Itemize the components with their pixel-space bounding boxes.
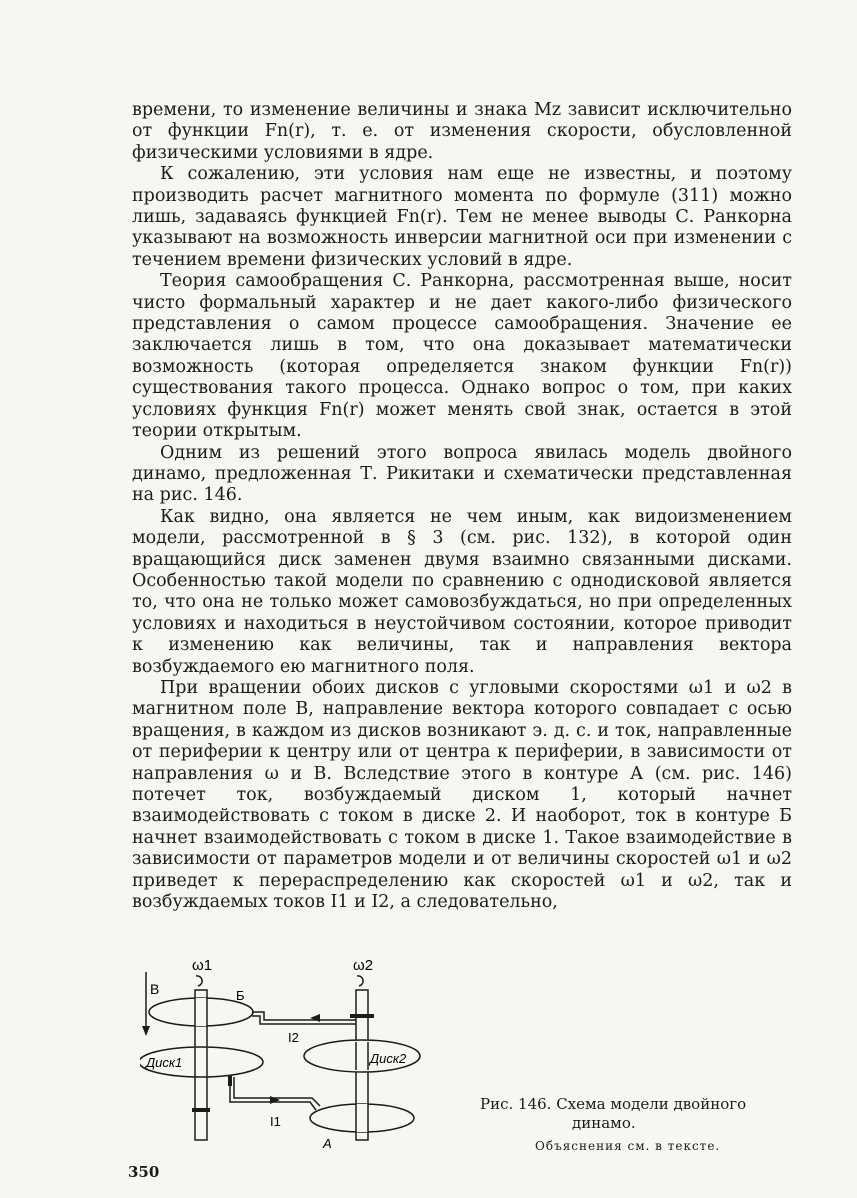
disk2-label: Диск2 [370, 1051, 407, 1066]
caption-title-cont: динамо. [572, 1114, 636, 1132]
current1-arrow [270, 1096, 280, 1104]
paragraph: К сожалению, эти условия нам еще не известны, и поэтому производить расчет магнитного момента по формуле (311) можно лишь, задаваясь функцией Fn(r). Тем не менее выводы С. Ранкорна указывают на возможность инверсии магнитной оси при изменении с течением времени физических условий в ядре. [132, 164, 792, 270]
figure-146 [140, 950, 440, 1160]
current1-label: I1 [270, 1114, 281, 1129]
paragraph: Как видно, она является не чем иным, как видоизменением модели, рассмотренной в § 3 (см. рис. 132), в которой один вращающийся диск заменен двумя взаимно связанными дисками. Особенностью такой модели по сравнению с однодисковой является то, что она не только может самовозбуждаться, но при определенных условиях и находиться в неустойчивом состоянии, которое приводит к изменению как величины, так и направления вектора возбуждаемого ею магнитного поля. [132, 506, 792, 677]
omega1-label: ω1 [192, 957, 213, 974]
rotation1-icon [196, 976, 202, 986]
paragraph: Одним из решений этого вопроса явилась модель двойного динамо, предложенная Т. Рикитаки и схематически представленная на рис. 146. [132, 442, 792, 506]
caption-note: Объяснения см. в тексте. [535, 1139, 721, 1153]
field-label: B [150, 981, 160, 997]
dynamo-diagram [140, 950, 440, 1160]
loop-a-label: А [323, 1136, 332, 1151]
body-text [132, 100, 792, 913]
brush [192, 1108, 210, 1112]
caption-title: Рис. 146. Схема модели двойного [480, 1095, 747, 1113]
paragraph: При вращении обоих дисков с угловыми скоростями ω1 и ω2 в магнитном поле B, направление вектора которого совпадает с осью вращения, в каждом из дисков возникают э. д. с. и ток, направленные от периферии к центру или от центра к периферии, в зависимости от направления ω и B. Вследствие этого в контуре А (см. рис. 146) потечет ток, возбуждаемый диском 1, который начнет взаимодействовать с током в диске 2. И наоборот, ток в контуре Б начнет взаимодействовать с током в диске 1. Такое взаимодействие в зависимости от параметров модели и от величины скоростей ω1 и ω2 приведет к перераспределению как скоростей ω1 и ω2, так и возбуждаемых токов I1 и I2, а следовательно, [132, 677, 792, 913]
brush [350, 1014, 374, 1018]
paragraph: времени, то изменение величины и знака Mz зависит исключительно от функции Fn(r), т. е. от изменения скорости, обусловленной физическими условиями в ядре. [132, 100, 792, 163]
figure-caption [480, 1095, 800, 1156]
current2-label: I2 [288, 1030, 299, 1045]
current2-arrow [310, 1014, 320, 1022]
rotation2-icon [357, 976, 363, 986]
field-arrow-head [142, 1026, 150, 1036]
wire-a [230, 1077, 316, 1110]
loop-b-label: Б [236, 988, 245, 1003]
omega2-label: ω2 [353, 957, 374, 974]
page-number: 350 [128, 1163, 160, 1181]
disk1-label: Диск1 [146, 1055, 183, 1070]
paragraph: Теория самообращения С. Ранкорна, рассмотренная выше, носит чисто формальный характер и не дает какого-либо физического представления о самом процессе самообращения. Значение ее заключается лишь в том, что она доказывает математически возможность (которая определяется знаком функции Fn(r)) существования такого процесса. Однако вопрос о том, при каких условиях функция Fn(r) может менять свой знак, остается в этой теории открытым. [132, 271, 792, 442]
